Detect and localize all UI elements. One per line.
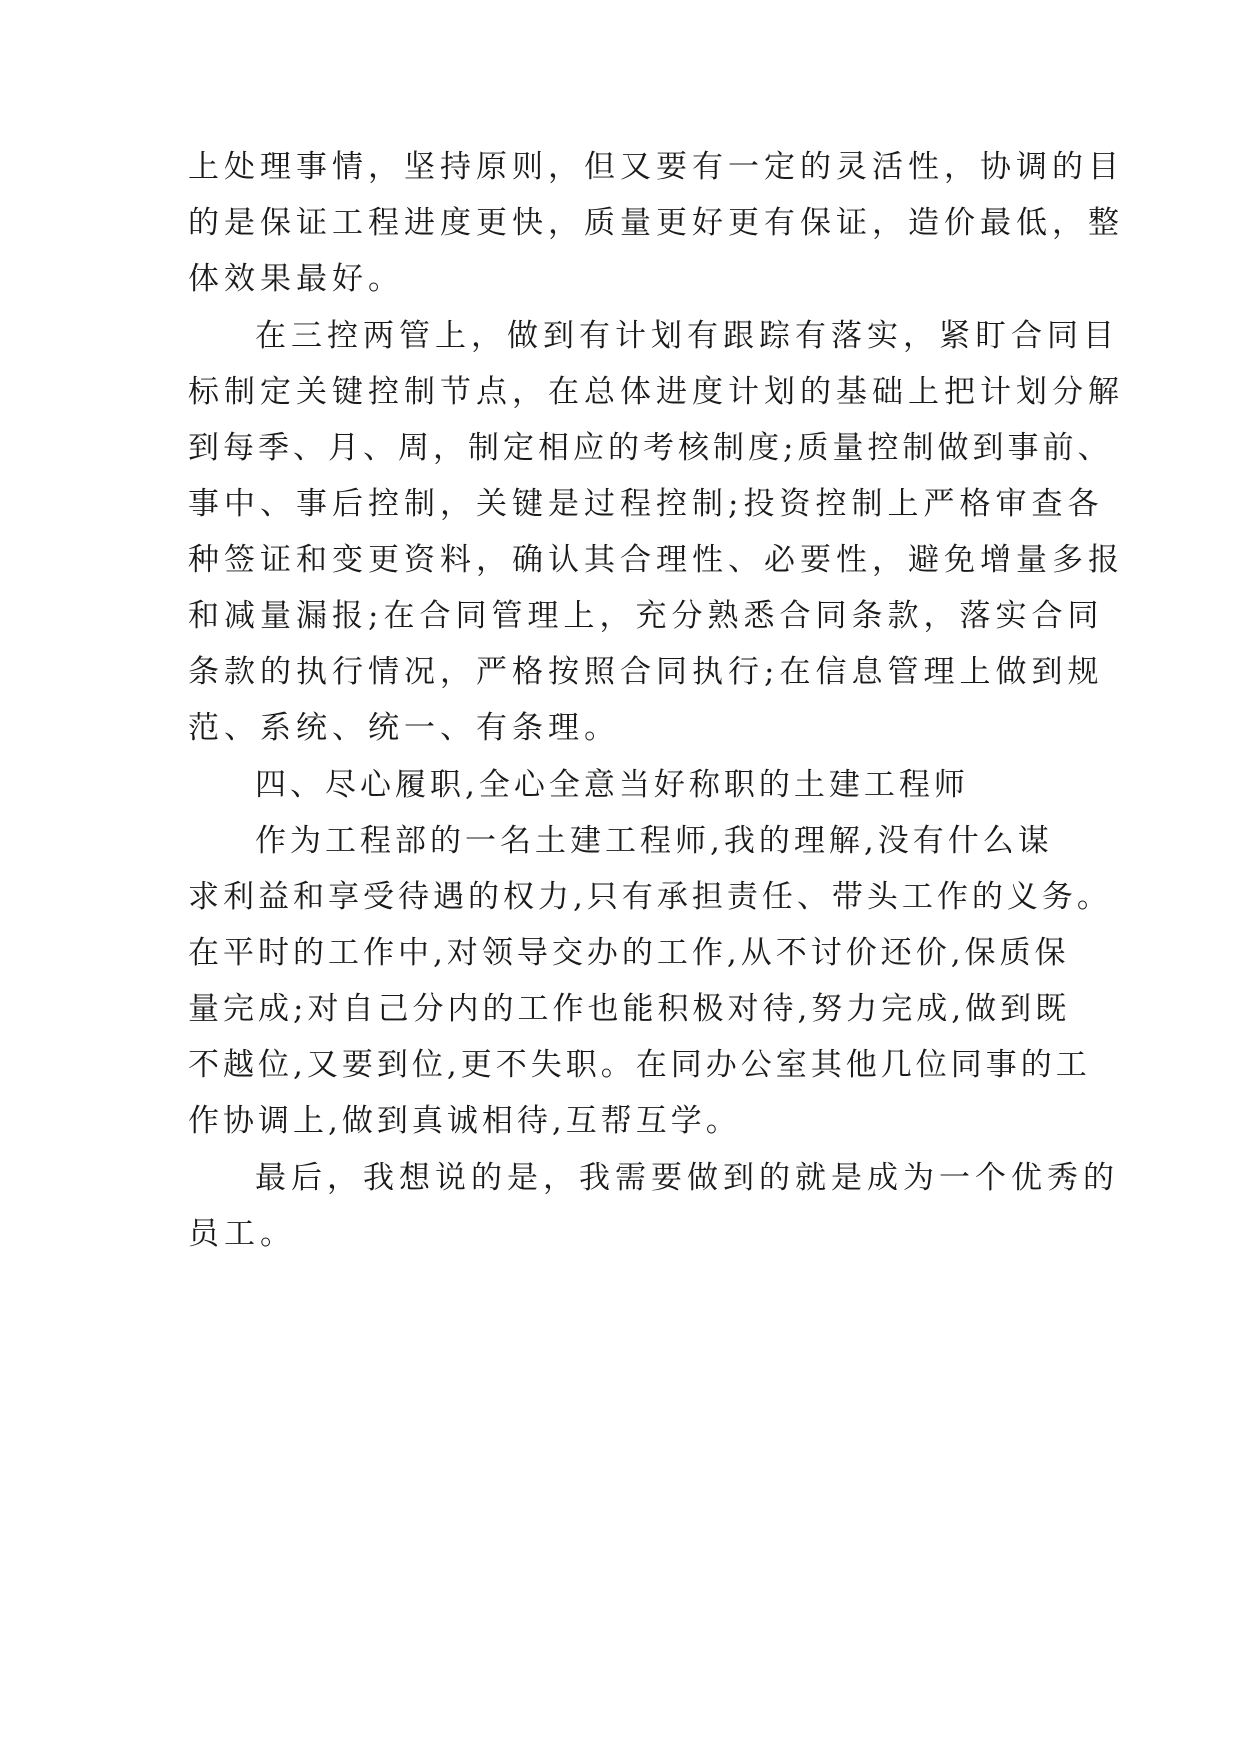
- paragraph-4-line-1: 作为工程部的一名土建工程师,我的理解,没有什么谋: [255, 823, 1053, 859]
- paragraph-5-line-2: 员工。: [188, 1216, 296, 1252]
- paragraph-4-line-2: 求利益和享受待遇的权力,只有承担责任、带头工作的义务。: [188, 879, 1112, 915]
- paragraph-2-line-1: 在三控两管上，做到有计划有跟踪有落实，紧盯合同目: [255, 318, 1119, 354]
- paragraph-1-line-2: 的是保证工程进度更快，质量更好更有保证，造价最低，整: [188, 205, 1124, 241]
- paragraph-4-line-6: 作协调上,做到真诚相待,互帮互学。: [188, 1103, 741, 1139]
- paragraph-2-line-6: 和减量漏报;在合同管理上，充分熟悉合同条款，落实合同: [188, 598, 1104, 634]
- paragraph-2-line-5: 种签证和变更资料，确认其合理性、必要性，避免增量多报: [188, 542, 1124, 578]
- paragraph-2-line-3: 到每季、月、周，制定相应的考核制度;质量控制做到事前、: [188, 430, 1113, 466]
- section-heading: 四、尽心履职,全心全意当好称职的土建工程师: [255, 767, 969, 803]
- paragraph-2-line-7: 条款的执行情况，严格按照合同执行;在信息管理上做到规: [188, 654, 1104, 690]
- paragraph-2-line-4: 事中、事后控制，关键是过程控制;投资控制上严格审查各: [188, 486, 1104, 522]
- paragraph-4-line-5: 不越位,又要到位,更不失职。在同办公室其他几位同事的工: [188, 1047, 1091, 1083]
- paragraph-1-line-3: 体效果最好。: [188, 261, 404, 297]
- paragraph-1-line-1: 上处理事情，坚持原则，但又要有一定的灵活性，协调的目: [188, 149, 1124, 185]
- paragraph-4-line-3: 在平时的工作中,对领导交办的工作,从不讨价还价,保质保: [188, 935, 1070, 971]
- paragraph-4-line-4: 量完成;对自己分内的工作也能积极对待,努力完成,做到既: [188, 991, 1071, 1027]
- paragraph-2-line-8: 范、系统、统一、有条理。: [188, 710, 620, 746]
- paragraph-5-line-1: 最后，我想说的是，我需要做到的就是成为一个优秀的: [255, 1160, 1119, 1196]
- paragraph-2-line-2: 标制定关键控制节点，在总体进度计划的基础上把计划分解: [188, 374, 1124, 410]
